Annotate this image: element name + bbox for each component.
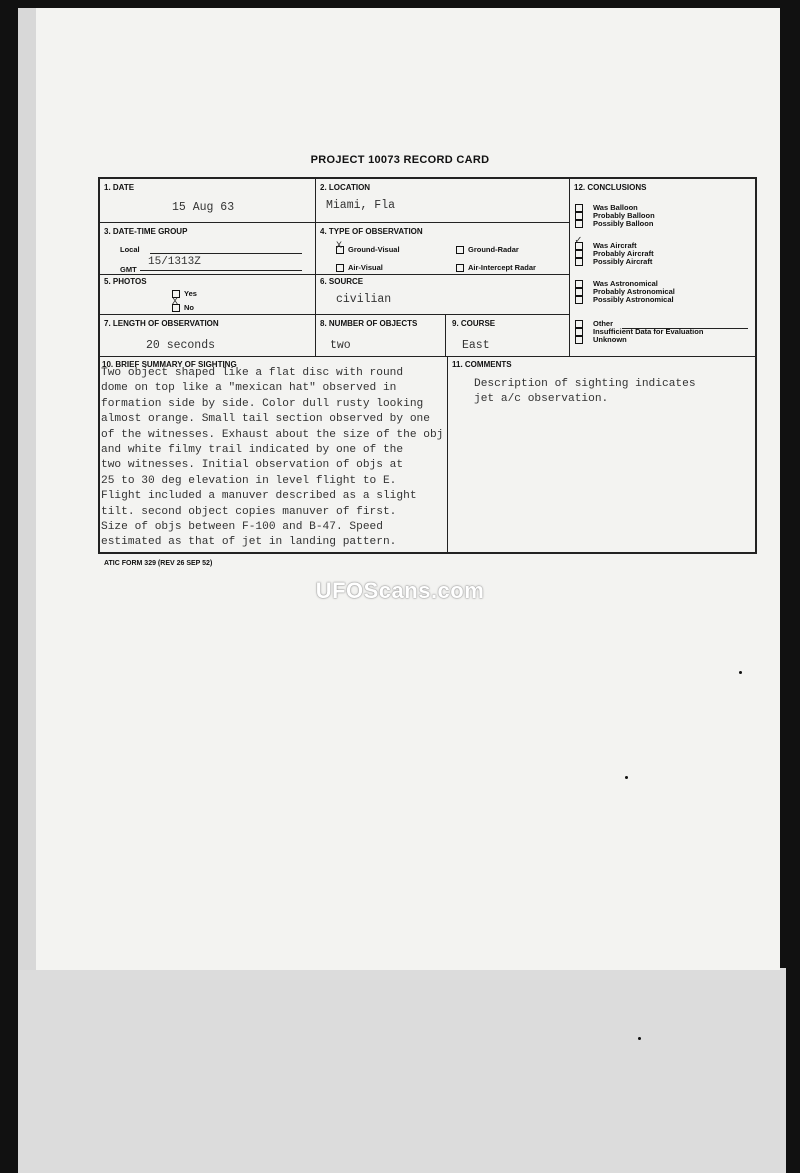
- comments-line-2: jet a/c observation.: [474, 393, 609, 405]
- gmt-value: 15/1313Z: [148, 256, 201, 268]
- ground-visual-check-mark: X: [336, 241, 343, 252]
- conclusion-item: Was Astronomical: [575, 279, 658, 288]
- type-label: 4. TYPE OF OBSERVATION: [320, 227, 423, 236]
- summary-line: almost orange. Small tail section observed by one: [101, 413, 430, 426]
- conclusion-item: Possibly Aircraft: [575, 257, 652, 266]
- summary-line: estimated as that of jet in landing pattern.: [101, 536, 397, 549]
- scanner-background: [18, 968, 786, 1173]
- dtg-cell: [100, 223, 316, 275]
- conclusion-checkbox: [575, 296, 583, 304]
- conclusion-item: Unknown: [575, 335, 627, 344]
- summary-line: Size of objs between F-100 and B-47. Speed: [101, 521, 383, 534]
- ground-radar-option: Ground-Radar: [456, 245, 519, 254]
- comments-line-1: Description of sighting indicates: [474, 378, 696, 390]
- conclusion-item: Possibly Balloon: [575, 219, 653, 228]
- dtg-label: 3. DATE-TIME GROUP: [104, 227, 188, 236]
- photos-cell: [100, 275, 316, 315]
- location-value: Miami, Fla: [326, 199, 396, 212]
- location-label: 2. LOCATION: [320, 183, 371, 192]
- summary-line: and white filmy trail indicated by one of the: [101, 444, 404, 457]
- conclusions-label: 12. CONCLUSIONS: [574, 183, 647, 192]
- air-visual-option: Air-Visual: [336, 263, 383, 272]
- summary-line: two witnesses. Initial observation of objs at: [101, 459, 404, 472]
- gmt-line: [140, 270, 302, 271]
- comments-label: 11. COMMENTS: [452, 360, 512, 369]
- type-cell: [316, 223, 570, 275]
- was-aircraft-check-mark: ✓: [575, 235, 582, 247]
- summary-line: of the witnesses. Exhaust about the size of the obj: [101, 428, 444, 441]
- photos-label: 5. PHOTOS: [104, 277, 147, 286]
- source-value: civilian: [336, 293, 392, 306]
- source-cell: [316, 275, 570, 315]
- conclusion-item: Insufficient Data for Evaluation: [575, 327, 703, 336]
- air-visual-checkbox: [336, 264, 344, 272]
- speck: [739, 671, 742, 674]
- summary-label: 10. BRIEF SUMMARY OF SIGHTING: [102, 360, 237, 369]
- form-id: ATIC FORM 329 (REV 26 SEP 52): [104, 560, 213, 567]
- card-title: PROJECT 10073 RECORD CARD: [310, 154, 490, 166]
- conclusions-cell: [570, 179, 755, 357]
- course-value: East: [462, 339, 490, 352]
- film-edge: [18, 8, 36, 970]
- conclusion-item: Was Aircraft: [575, 241, 637, 250]
- source-label: 6. SOURCE: [320, 277, 364, 286]
- comments-cell: [448, 357, 755, 552]
- length-label: 7. LENGTH OF OBSERVATION: [104, 319, 219, 328]
- summary-line: formation side by side. Color dull rusty looking: [101, 397, 424, 410]
- date-label: 1. DATE: [104, 183, 135, 192]
- length-value: 20 seconds: [146, 339, 216, 352]
- speck: [625, 776, 628, 779]
- conclusion-item: Other: [575, 319, 613, 328]
- length-cell: [100, 315, 316, 357]
- conclusion-checkbox: [575, 258, 583, 266]
- date-value: 15 Aug 63: [172, 201, 235, 214]
- watermark: UFOScans.com: [315, 578, 485, 603]
- photos-yes-option: Yes: [172, 289, 197, 298]
- conclusion-checkbox: [575, 220, 583, 228]
- conclusion-item: Possibly Astronomical: [575, 295, 674, 304]
- ground-visual-option: Ground-Visual: [336, 245, 400, 254]
- number-value: two: [330, 339, 351, 352]
- photos-no-mark: X: [172, 297, 179, 308]
- photos-no-option: No: [172, 303, 194, 312]
- location-cell: [316, 179, 570, 223]
- number-label: 8. NUMBER OF OBJECTS: [320, 319, 418, 328]
- summary-line: Flight included a manuver described as a slight: [101, 490, 417, 503]
- conclusion-item: Probably Astronomical: [575, 287, 675, 296]
- air-intercept-option: Air-Intercept Radar: [456, 263, 536, 272]
- other-line: [622, 328, 748, 329]
- local-label: Local: [120, 245, 140, 254]
- speck: [638, 1037, 641, 1040]
- summary-line: dome on top like a "mexican hat" observed in: [101, 382, 397, 395]
- number-cell: [316, 315, 446, 357]
- ground-radar-checkbox: [456, 246, 464, 254]
- conclusion-item: Probably Balloon: [575, 211, 655, 220]
- course-cell: [446, 315, 570, 357]
- gmt-label: GMT: [120, 265, 137, 274]
- air-intercept-checkbox: [456, 264, 464, 272]
- conclusion-item: Was Balloon: [575, 203, 638, 212]
- summary-text: [101, 366, 457, 551]
- summary-line: Two object shaped like a flat disc with round: [101, 367, 404, 379]
- date-cell: [100, 179, 316, 223]
- conclusion-item: Probably Aircraft: [575, 249, 654, 258]
- summary-line: tilt. second object copies manuver of first.: [101, 505, 397, 518]
- local-line: [150, 253, 302, 254]
- course-label: 9. COURSE: [452, 319, 496, 328]
- summary-line: 25 to 30 deg elevation in level flight to E.: [101, 474, 397, 487]
- conclusion-checkbox: [575, 336, 583, 344]
